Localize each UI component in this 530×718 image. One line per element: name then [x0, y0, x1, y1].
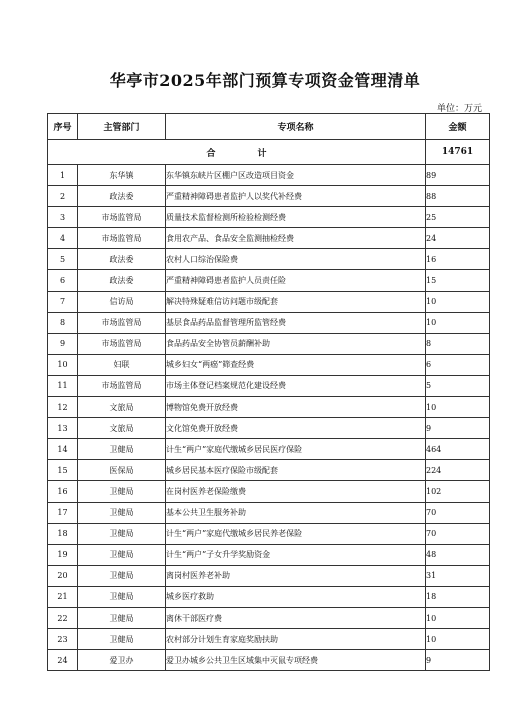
row-dept: 卫健局 — [78, 565, 166, 586]
row-amount: 16 — [426, 249, 490, 270]
table-row — [48, 333, 490, 354]
table-row — [48, 375, 490, 396]
total-row — [48, 140, 490, 165]
row-item: 计生“两户”家庭代缴城乡居民养老保险 — [166, 523, 426, 544]
row-amount: 10 — [426, 397, 490, 418]
row-amount: 31 — [426, 565, 490, 586]
row-item: 文化馆免费开放经费 — [166, 418, 426, 439]
row-dept: 卫健局 — [78, 502, 166, 523]
row-dept: 政法委 — [78, 186, 166, 207]
row-amount: 8 — [426, 333, 490, 354]
table-row — [48, 629, 490, 650]
row-no: 10 — [48, 354, 78, 375]
row-item: 东华镇东峡片区棚户区改造项目资金 — [166, 165, 426, 186]
table-row — [48, 207, 490, 228]
row-item: 计生“两户”子女升学奖励资金 — [166, 544, 426, 565]
page-title: 华亭市2025年部门预算专项资金管理清单 — [109, 71, 421, 90]
row-item: 基本公共卫生服务补助 — [166, 502, 426, 523]
row-dept: 市场监管局 — [78, 333, 166, 354]
row-no: 12 — [48, 397, 78, 418]
row-item: 在岗村医养老保险缴费 — [166, 481, 426, 502]
table-row — [48, 481, 490, 502]
row-item: 农村人口综治保险费 — [166, 249, 426, 270]
row-amount: 464 — [426, 439, 490, 460]
row-amount: 15 — [426, 270, 490, 291]
row-no: 7 — [48, 291, 78, 312]
row-amount: 5 — [426, 375, 490, 396]
row-dept: 妇联 — [78, 354, 166, 375]
row-no: 6 — [48, 270, 78, 291]
row-item: 爱卫办城乡公共卫生区域集中灭鼠专项经费 — [166, 650, 426, 671]
row-no: 15 — [48, 460, 78, 481]
row-item: 计生“两户”家庭代缴城乡居民医疗保险 — [166, 439, 426, 460]
row-item: 市场主体登记档案规范化建设经费 — [166, 375, 426, 396]
row-dept: 爱卫办 — [78, 650, 166, 671]
row-dept: 文旅局 — [78, 397, 166, 418]
budget-table — [47, 113, 490, 671]
row-no: 2 — [48, 186, 78, 207]
row-amount: 48 — [426, 544, 490, 565]
unit-label: 单位：万元 — [436, 104, 482, 114]
table-row — [48, 397, 490, 418]
row-dept: 卫健局 — [78, 586, 166, 607]
row-no: 13 — [48, 418, 78, 439]
row-dept: 卫健局 — [78, 607, 166, 628]
row-dept: 卫健局 — [78, 544, 166, 565]
row-no: 21 — [48, 586, 78, 607]
row-dept: 卫健局 — [78, 439, 166, 460]
row-no: 23 — [48, 629, 78, 650]
table-row — [48, 460, 490, 481]
table-row — [48, 354, 490, 375]
row-no: 20 — [48, 565, 78, 586]
row-amount: 102 — [426, 481, 490, 502]
table-row — [48, 439, 490, 460]
row-dept: 东华镇 — [78, 165, 166, 186]
table-row — [48, 418, 490, 439]
row-dept: 医保局 — [78, 460, 166, 481]
row-no: 9 — [48, 333, 78, 354]
row-item: 城乡妇女“两癌”筛查经费 — [166, 354, 426, 375]
table-row — [48, 586, 490, 607]
row-dept: 文旅局 — [78, 418, 166, 439]
header-item: 专项名称 — [166, 114, 426, 140]
row-no: 16 — [48, 481, 78, 502]
row-amount: 88 — [426, 186, 490, 207]
row-amount: 25 — [426, 207, 490, 228]
table-row — [48, 228, 490, 249]
row-item: 基层食品药品监督管理所监管经费 — [166, 312, 426, 333]
row-item: 城乡居民基本医疗保险市级配套 — [166, 460, 426, 481]
row-amount: 10 — [426, 629, 490, 650]
table-row — [48, 607, 490, 628]
row-amount: 9 — [426, 418, 490, 439]
row-amount: 10 — [426, 607, 490, 628]
row-amount: 70 — [426, 502, 490, 523]
row-no: 8 — [48, 312, 78, 333]
row-amount: 89 — [426, 165, 490, 186]
table-row — [48, 249, 490, 270]
row-item: 解决特殊疑难信访问题市级配套 — [166, 291, 426, 312]
row-amount: 70 — [426, 523, 490, 544]
row-dept: 市场监管局 — [78, 375, 166, 396]
row-item: 离休干部医疗费 — [166, 607, 426, 628]
row-dept: 卫健局 — [78, 481, 166, 502]
row-item: 离岗村医养老补助 — [166, 565, 426, 586]
row-no: 17 — [48, 502, 78, 523]
table-row — [48, 565, 490, 586]
row-no: 5 — [48, 249, 78, 270]
table-row — [48, 165, 490, 186]
row-amount: 224 — [426, 460, 490, 481]
row-no: 14 — [48, 439, 78, 460]
row-amount: 18 — [426, 586, 490, 607]
row-dept: 信访局 — [78, 291, 166, 312]
row-dept: 政法委 — [78, 270, 166, 291]
row-no: 11 — [48, 375, 78, 396]
table-row — [48, 312, 490, 333]
row-dept: 卫健局 — [78, 629, 166, 650]
row-amount: 24 — [426, 228, 490, 249]
row-no: 19 — [48, 544, 78, 565]
table-row — [48, 270, 490, 291]
row-amount: 9 — [426, 650, 490, 671]
table-row — [48, 186, 490, 207]
total-label: 合计 — [48, 140, 426, 165]
row-no: 4 — [48, 228, 78, 249]
row-no: 3 — [48, 207, 78, 228]
row-amount: 10 — [426, 291, 490, 312]
row-item: 博物馆免费开放经费 — [166, 397, 426, 418]
header-no: 序号 — [48, 114, 78, 140]
table-row — [48, 291, 490, 312]
row-amount: 6 — [426, 354, 490, 375]
table-row — [48, 502, 490, 523]
row-no: 1 — [48, 165, 78, 186]
header-row — [48, 114, 490, 140]
row-amount: 10 — [426, 312, 490, 333]
row-dept: 政法委 — [78, 249, 166, 270]
row-item: 农村部分计划生育家庭奖励扶助 — [166, 629, 426, 650]
row-dept: 市场监管局 — [78, 228, 166, 249]
row-no: 24 — [48, 650, 78, 671]
header-amount: 金额 — [426, 114, 490, 140]
row-item: 严重精神障碍患者监护人以奖代补经费 — [166, 186, 426, 207]
table-row — [48, 650, 490, 671]
row-item: 食品药品安全协管员薪酬补助 — [166, 333, 426, 354]
row-item: 严重精神障碍患者监护人员责任险 — [166, 270, 426, 291]
row-item: 质量技术监督检测所检验检测经费 — [166, 207, 426, 228]
row-dept: 卫健局 — [78, 523, 166, 544]
row-dept: 市场监管局 — [78, 312, 166, 333]
header-dept: 主管部门 — [78, 114, 166, 140]
row-no: 18 — [48, 523, 78, 544]
table-row — [48, 544, 490, 565]
row-item: 食用农产品、食品安全监测抽检经费 — [166, 228, 426, 249]
row-dept: 市场监管局 — [78, 207, 166, 228]
row-no: 22 — [48, 607, 78, 628]
table-row — [48, 523, 490, 544]
total-amount: 14761 — [426, 140, 490, 165]
row-item: 城乡医疗救助 — [166, 586, 426, 607]
